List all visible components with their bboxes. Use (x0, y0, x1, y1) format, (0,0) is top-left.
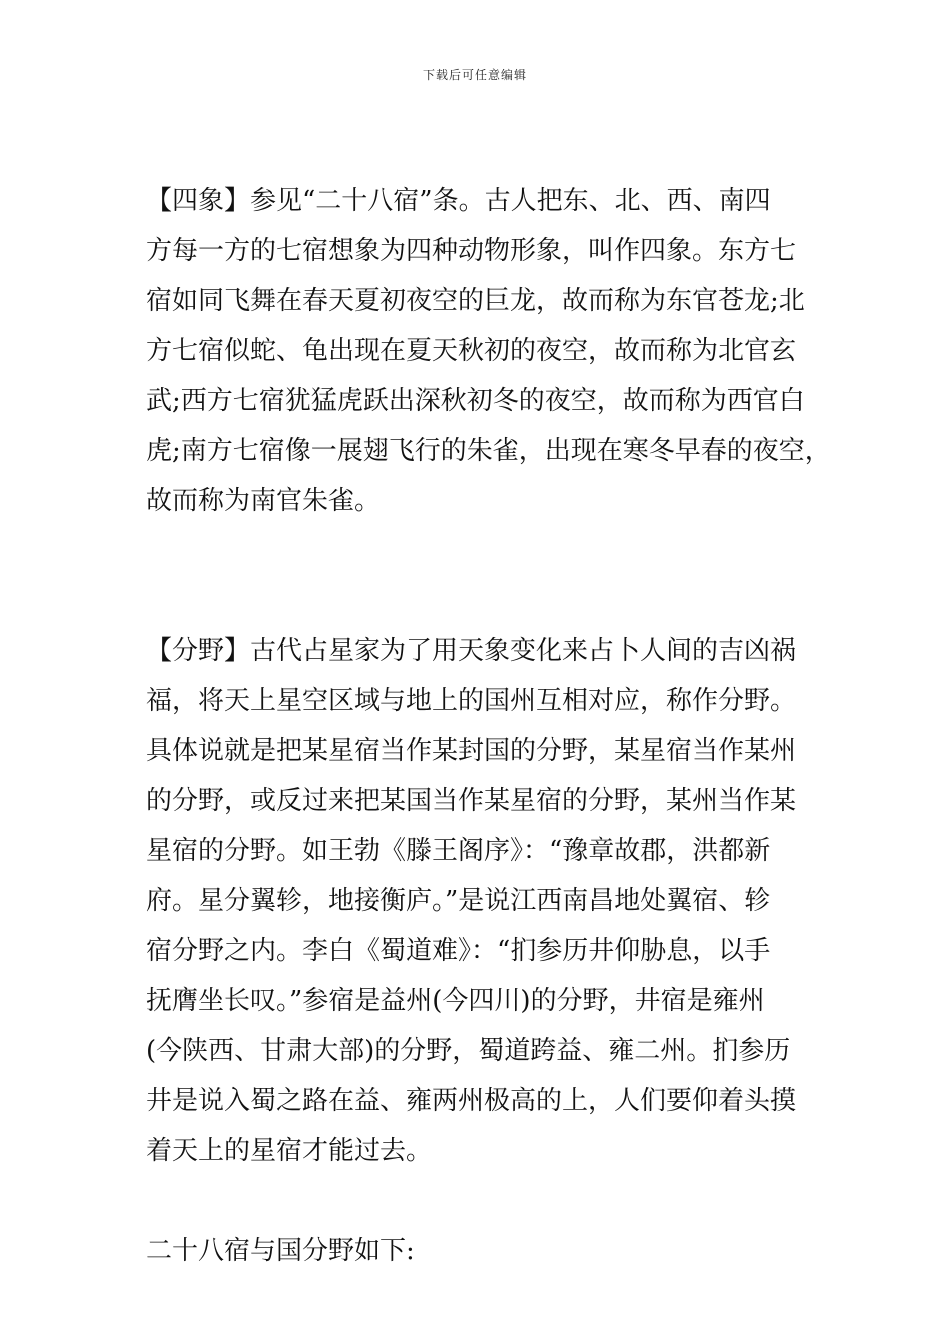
text-line: 方七宿似蛇、龟出现在夏天秋初的夜空，故而称为北官玄 (146, 336, 797, 366)
text-line: 宿如同飞舞在春天夏初夜空的巨龙，故而称为东官苍龙;北 (146, 286, 805, 316)
text-line: 抚膺坐长叹。”参宿是益州(今四川)的分野，井宿是雍州 (146, 986, 765, 1016)
text-line: 武;西方七宿犹猛虎跃出深秋初冬的夜空，故而称为西官白 (146, 386, 805, 416)
paragraph-spacer (146, 576, 826, 626)
paragraph-spacer (146, 1176, 826, 1226)
text-line: 方每一方的七宿想象为四种动物形象，叫作四象。东方七 (146, 236, 797, 266)
text-line: 府。星分翼轸，地接衡庐。”是说江西南昌地处翼宿、轸 (146, 886, 771, 916)
text-line: 二十八宿与国分野如下: (146, 1236, 415, 1266)
document-body (146, 176, 831, 1276)
text-line: (今陕西、甘肃大部)的分野，蜀道跨益、雍二州。扪参历 (146, 1036, 791, 1066)
page-header-note: 下载后可任意编辑 (422, 68, 527, 82)
text-line: 星宿的分野。如王勃《滕王阁序》：“豫章故郡，洪都新 (146, 836, 771, 866)
text-line: 故而称为南官朱雀。 (146, 486, 381, 516)
text-line: 福，将天上星空区域与地上的国州互相对应，称作分野。 (146, 686, 797, 716)
text-line: 【四象】参见“二十八宿”条。古人把东、北、西、南四 (146, 186, 771, 216)
text-line: 着天上的星宿才能过去。 (146, 1136, 433, 1166)
text-line: 具体说就是把某星宿当作某封国的分野，某星宿当作某州 (146, 736, 797, 766)
text-line: 【分野】古代占星家为了用天象变化来占卜人间的吉凶祸 (146, 636, 797, 666)
text-line: 虎;南方七宿像一展翅飞行的朱雀，出现在寒冬早春的夜空， (146, 436, 831, 466)
text-line: 宿分野之内。李白《蜀道难》：“扪参历井仰胁息，以手 (146, 936, 771, 966)
text-line: 井是说入蜀之路在益、雍两州极高的上，人们要仰着头摸 (146, 1086, 797, 1116)
paragraph-si-xiang (146, 176, 831, 526)
paragraph-fen-ye (146, 626, 826, 1176)
paragraph-list-intro (146, 1226, 826, 1276)
paragraph-spacer (146, 526, 826, 576)
text-line: 的分野，或反过来把某国当作某星宿的分野，某州当作某 (146, 786, 797, 816)
